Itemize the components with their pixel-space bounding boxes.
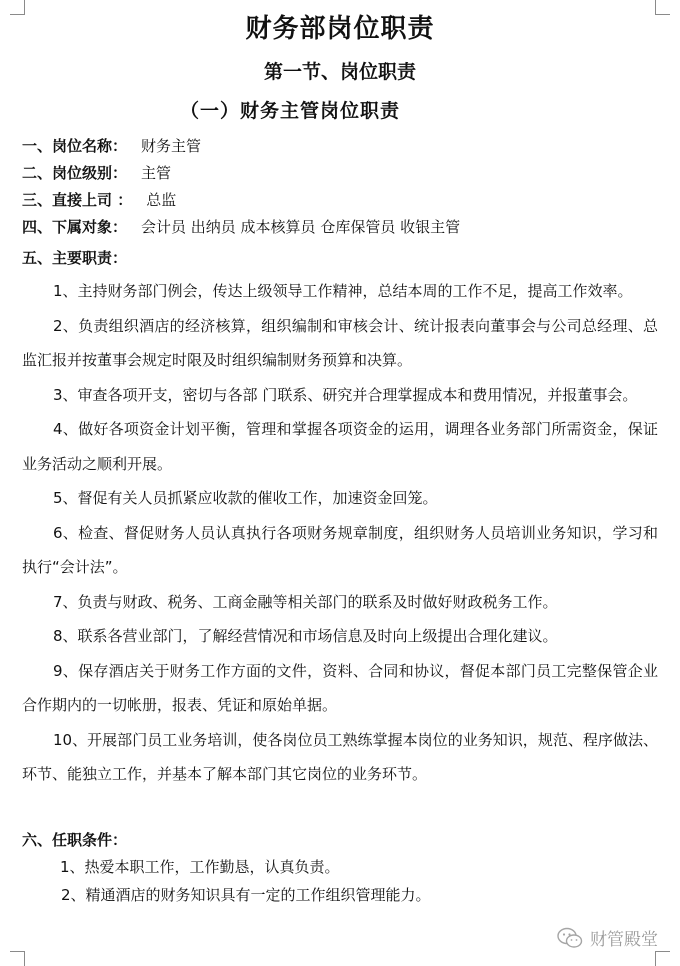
field-value: 财务主管 bbox=[141, 137, 202, 155]
field-value: 主管 bbox=[141, 164, 172, 182]
wechat-icon bbox=[556, 927, 584, 949]
document-title: 财务部岗位职责 bbox=[245, 14, 435, 44]
field-value: 会计员 出纳员 成本核算员 仓库保管员 收银主管 bbox=[141, 218, 461, 236]
requirement-item: 1、热爱本职工作，工作勤恳，认真负责。 bbox=[60, 858, 340, 876]
duty-item: 6、检查、督促财务人员认真执行各项财务规章制度，组织财务人员培训业务知识，学习和执行“会计法”。 bbox=[22, 523, 658, 576]
field-value: 总监 bbox=[146, 191, 177, 209]
requirements-list bbox=[60, 853, 431, 909]
requirements-heading: 六、任职条件： bbox=[22, 831, 128, 849]
field-label: 四、下属对象： bbox=[22, 218, 128, 236]
requirement-item: 2、精通酒店的财务知识具有一定的工作组织管理能力。 bbox=[61, 886, 431, 904]
field-label: 三、直接上司 ： bbox=[22, 191, 133, 209]
document-subtitle: 第一节、岗位职责 bbox=[263, 61, 416, 83]
duty-item: 1、主持财务部门例会，传达上级领导工作精神，总结本周的工作不足，提高工作效率。 bbox=[53, 282, 633, 300]
field-label: 二、岗位级别： bbox=[22, 164, 128, 182]
field-direct-superior bbox=[22, 189, 176, 210]
duty-item: 9、保存酒店关于财务工作方面的文件，资料、合同和协议，督促本部门员工完整保管企业合作期内的一切帐册，报表、凭证和原始单据。 bbox=[22, 661, 658, 714]
duty-item: 5、督促有关人员抓紧应收款的催收工作，加速资金回笼。 bbox=[53, 489, 438, 507]
section-heading: （一）财务主管岗位职责 bbox=[180, 100, 401, 122]
duty-item: 8、联系各营业部门，了解经营情况和市场信息及时向上级提出合理化建议。 bbox=[53, 627, 558, 645]
field-subordinates bbox=[22, 216, 460, 237]
duties-list bbox=[22, 274, 658, 792]
field-position-level bbox=[22, 162, 171, 183]
duties-heading: 五、主要职责： bbox=[22, 249, 128, 267]
field-label: 一、岗位名称： bbox=[22, 137, 128, 155]
crop-mark-bottom-right bbox=[655, 951, 670, 966]
watermark bbox=[556, 925, 658, 950]
duty-item: 4、做好各项资金计划平衡，管理和掌握各项资金的运用，调理各业务部门所需资金，保证业务活动之顺利开展。 bbox=[22, 420, 658, 473]
crop-mark-bottom-left bbox=[10, 951, 25, 966]
duty-item: 10、开展部门员工业务培训，使各岗位员工熟练掌握本岗位的业务知识，规范、程序做法、环节、能独立工作，并基本了解本部门其它岗位的业务环节。 bbox=[22, 730, 658, 783]
duty-item: 3、审查各项开支，密切与各部 门联系、研究并合理掌握成本和费用情况，并报董事会。 bbox=[53, 385, 638, 404]
duty-item: 7、负责与财政、税务、工商金融等相关部门的联系及时做好财政税务工作。 bbox=[53, 592, 558, 611]
duty-item: 2、负责组织酒店的经济核算，组织编制和审核会计、统计报表向董事会与公司总经理、总监汇报并按董事会规定时限及时组织编制财务预算和决算。 bbox=[22, 316, 658, 369]
watermark-text: 财管殿堂 bbox=[590, 930, 658, 950]
field-position-name bbox=[22, 135, 201, 156]
